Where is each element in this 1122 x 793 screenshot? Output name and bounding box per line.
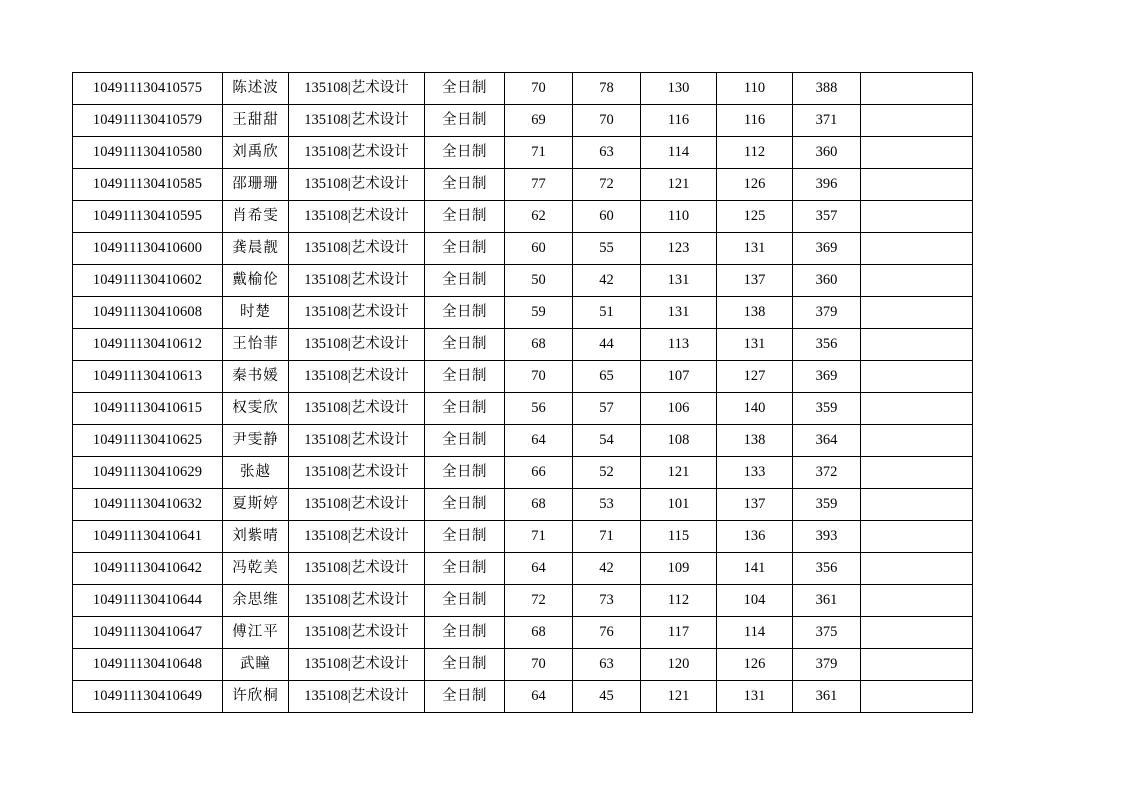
cell-score-2: 65: [573, 361, 641, 393]
cell-score-3: 130: [641, 73, 717, 105]
cell-score-1: 69: [505, 105, 573, 137]
cell-score-3: 106: [641, 393, 717, 425]
cell-name: 权雯欣: [223, 393, 289, 425]
cell-score-2: 73: [573, 585, 641, 617]
cell-score-4: 126: [717, 649, 793, 681]
cell-candidate-id: 104911130410595: [73, 201, 223, 233]
cell-remark: [861, 585, 973, 617]
cell-candidate-id: 104911130410642: [73, 553, 223, 585]
cell-name: 傅江平: [223, 617, 289, 649]
cell-score-2: 52: [573, 457, 641, 489]
table-row: [73, 521, 973, 553]
cell-score-2: 60: [573, 201, 641, 233]
cell-candidate-id: 104911130410612: [73, 329, 223, 361]
cell-score-3: 107: [641, 361, 717, 393]
cell-score-4: 110: [717, 73, 793, 105]
cell-study-type: 全日制: [425, 457, 505, 489]
cell-score-4: 104: [717, 585, 793, 617]
cell-score-1: 62: [505, 201, 573, 233]
table-row: [73, 425, 973, 457]
cell-study-type: 全日制: [425, 425, 505, 457]
cell-score-1: 70: [505, 649, 573, 681]
cell-candidate-id: 104911130410644: [73, 585, 223, 617]
table-row: [73, 329, 973, 361]
cell-major: 135108|艺术设计: [289, 617, 425, 649]
cell-remark: [861, 521, 973, 553]
cell-score-2: 55: [573, 233, 641, 265]
cell-major: 135108|艺术设计: [289, 585, 425, 617]
table-row: [73, 265, 973, 297]
cell-score-3: 108: [641, 425, 717, 457]
cell-total: 369: [793, 233, 861, 265]
cell-score-1: 71: [505, 521, 573, 553]
cell-candidate-id: 104911130410632: [73, 489, 223, 521]
cell-name: 王甜甜: [223, 105, 289, 137]
cell-score-2: 70: [573, 105, 641, 137]
cell-score-4: 137: [717, 489, 793, 521]
cell-study-type: 全日制: [425, 297, 505, 329]
cell-score-2: 53: [573, 489, 641, 521]
score-table: [72, 72, 973, 713]
cell-score-4: 138: [717, 425, 793, 457]
cell-score-3: 121: [641, 457, 717, 489]
cell-study-type: 全日制: [425, 681, 505, 713]
table-row: [73, 489, 973, 521]
cell-major: 135108|艺术设计: [289, 553, 425, 585]
cell-total: 361: [793, 681, 861, 713]
table-row: [73, 137, 973, 169]
cell-candidate-id: 104911130410647: [73, 617, 223, 649]
document-page: [72, 72, 972, 713]
cell-score-4: 131: [717, 233, 793, 265]
cell-score-4: 127: [717, 361, 793, 393]
cell-score-1: 59: [505, 297, 573, 329]
cell-score-2: 76: [573, 617, 641, 649]
cell-study-type: 全日制: [425, 521, 505, 553]
cell-remark: [861, 649, 973, 681]
cell-score-4: 141: [717, 553, 793, 585]
cell-total: 361: [793, 585, 861, 617]
cell-major: 135108|艺术设计: [289, 681, 425, 713]
cell-study-type: 全日制: [425, 361, 505, 393]
table-row: [73, 393, 973, 425]
cell-study-type: 全日制: [425, 105, 505, 137]
cell-score-2: 72: [573, 169, 641, 201]
cell-score-4: 137: [717, 265, 793, 297]
cell-remark: [861, 617, 973, 649]
cell-score-3: 110: [641, 201, 717, 233]
cell-remark: [861, 73, 973, 105]
cell-score-3: 121: [641, 169, 717, 201]
cell-remark: [861, 201, 973, 233]
cell-score-1: 56: [505, 393, 573, 425]
table-row: [73, 649, 973, 681]
cell-candidate-id: 104911130410575: [73, 73, 223, 105]
cell-name: 武瞳: [223, 649, 289, 681]
cell-score-4: 140: [717, 393, 793, 425]
cell-major: 135108|艺术设计: [289, 297, 425, 329]
cell-candidate-id: 104911130410649: [73, 681, 223, 713]
cell-study-type: 全日制: [425, 201, 505, 233]
cell-total: 379: [793, 297, 861, 329]
cell-total: 369: [793, 361, 861, 393]
cell-study-type: 全日制: [425, 553, 505, 585]
cell-major: 135108|艺术设计: [289, 201, 425, 233]
cell-study-type: 全日制: [425, 73, 505, 105]
cell-score-3: 123: [641, 233, 717, 265]
cell-score-2: 42: [573, 265, 641, 297]
cell-score-3: 131: [641, 265, 717, 297]
cell-score-1: 70: [505, 73, 573, 105]
cell-remark: [861, 393, 973, 425]
cell-major: 135108|艺术设计: [289, 425, 425, 457]
cell-score-4: 136: [717, 521, 793, 553]
cell-name: 夏斯婷: [223, 489, 289, 521]
cell-major: 135108|艺术设计: [289, 521, 425, 553]
cell-score-3: 117: [641, 617, 717, 649]
table-row: [73, 105, 973, 137]
cell-score-4: 131: [717, 681, 793, 713]
cell-name: 尹雯静: [223, 425, 289, 457]
cell-candidate-id: 104911130410580: [73, 137, 223, 169]
cell-study-type: 全日制: [425, 233, 505, 265]
cell-score-2: 45: [573, 681, 641, 713]
cell-score-1: 50: [505, 265, 573, 297]
cell-major: 135108|艺术设计: [289, 361, 425, 393]
cell-major: 135108|艺术设计: [289, 265, 425, 297]
cell-score-1: 68: [505, 617, 573, 649]
cell-candidate-id: 104911130410648: [73, 649, 223, 681]
cell-candidate-id: 104911130410641: [73, 521, 223, 553]
cell-name: 余思维: [223, 585, 289, 617]
cell-remark: [861, 105, 973, 137]
cell-total: 359: [793, 393, 861, 425]
cell-major: 135108|艺术设计: [289, 233, 425, 265]
cell-score-3: 121: [641, 681, 717, 713]
table-row: [73, 169, 973, 201]
cell-major: 135108|艺术设计: [289, 649, 425, 681]
cell-name: 戴榆伦: [223, 265, 289, 297]
table-row: [73, 681, 973, 713]
cell-remark: [861, 489, 973, 521]
cell-major: 135108|艺术设计: [289, 169, 425, 201]
cell-name: 张越: [223, 457, 289, 489]
cell-remark: [861, 169, 973, 201]
cell-score-1: 60: [505, 233, 573, 265]
cell-total: 379: [793, 649, 861, 681]
table-row: [73, 457, 973, 489]
cell-score-4: 138: [717, 297, 793, 329]
cell-name: 许欣桐: [223, 681, 289, 713]
cell-score-2: 57: [573, 393, 641, 425]
cell-study-type: 全日制: [425, 617, 505, 649]
cell-score-2: 78: [573, 73, 641, 105]
cell-score-1: 72: [505, 585, 573, 617]
cell-score-1: 66: [505, 457, 573, 489]
cell-remark: [861, 329, 973, 361]
cell-score-3: 109: [641, 553, 717, 585]
table-row: [73, 617, 973, 649]
cell-candidate-id: 104911130410613: [73, 361, 223, 393]
cell-total: 393: [793, 521, 861, 553]
cell-study-type: 全日制: [425, 649, 505, 681]
table-row: [73, 585, 973, 617]
cell-score-1: 71: [505, 137, 573, 169]
cell-score-3: 116: [641, 105, 717, 137]
cell-name: 冯乾美: [223, 553, 289, 585]
cell-total: 360: [793, 137, 861, 169]
cell-remark: [861, 457, 973, 489]
cell-candidate-id: 104911130410629: [73, 457, 223, 489]
cell-score-3: 120: [641, 649, 717, 681]
cell-score-1: 64: [505, 425, 573, 457]
cell-study-type: 全日制: [425, 265, 505, 297]
cell-score-4: 133: [717, 457, 793, 489]
cell-study-type: 全日制: [425, 585, 505, 617]
cell-major: 135108|艺术设计: [289, 393, 425, 425]
cell-total: 364: [793, 425, 861, 457]
cell-major: 135108|艺术设计: [289, 489, 425, 521]
cell-study-type: 全日制: [425, 393, 505, 425]
cell-major: 135108|艺术设计: [289, 105, 425, 137]
cell-score-1: 64: [505, 681, 573, 713]
cell-name: 肖希雯: [223, 201, 289, 233]
table-row: [73, 233, 973, 265]
cell-score-2: 42: [573, 553, 641, 585]
cell-score-1: 70: [505, 361, 573, 393]
cell-score-4: 116: [717, 105, 793, 137]
cell-score-3: 112: [641, 585, 717, 617]
cell-name: 邵珊珊: [223, 169, 289, 201]
cell-remark: [861, 361, 973, 393]
cell-study-type: 全日制: [425, 329, 505, 361]
cell-score-1: 68: [505, 489, 573, 521]
cell-score-3: 115: [641, 521, 717, 553]
cell-score-2: 51: [573, 297, 641, 329]
cell-total: 396: [793, 169, 861, 201]
cell-remark: [861, 681, 973, 713]
table-row: [73, 361, 973, 393]
cell-candidate-id: 104911130410602: [73, 265, 223, 297]
cell-score-4: 126: [717, 169, 793, 201]
table-row: [73, 201, 973, 233]
cell-total: 360: [793, 265, 861, 297]
cell-candidate-id: 104911130410625: [73, 425, 223, 457]
table-row: [73, 553, 973, 585]
cell-name: 龚晨靓: [223, 233, 289, 265]
cell-major: 135108|艺术设计: [289, 73, 425, 105]
cell-score-3: 113: [641, 329, 717, 361]
cell-total: 359: [793, 489, 861, 521]
table-row: [73, 297, 973, 329]
cell-score-1: 77: [505, 169, 573, 201]
score-table-body: [73, 73, 973, 713]
cell-candidate-id: 104911130410600: [73, 233, 223, 265]
cell-total: 388: [793, 73, 861, 105]
cell-remark: [861, 553, 973, 585]
cell-candidate-id: 104911130410615: [73, 393, 223, 425]
cell-score-4: 125: [717, 201, 793, 233]
cell-candidate-id: 104911130410579: [73, 105, 223, 137]
cell-name: 刘紫晴: [223, 521, 289, 553]
cell-candidate-id: 104911130410585: [73, 169, 223, 201]
cell-remark: [861, 265, 973, 297]
cell-name: 秦书媛: [223, 361, 289, 393]
cell-total: 375: [793, 617, 861, 649]
table-row: [73, 73, 973, 105]
cell-total: 357: [793, 201, 861, 233]
cell-study-type: 全日制: [425, 137, 505, 169]
cell-score-2: 63: [573, 137, 641, 169]
cell-remark: [861, 233, 973, 265]
cell-score-4: 112: [717, 137, 793, 169]
cell-total: 356: [793, 329, 861, 361]
cell-major: 135108|艺术设计: [289, 137, 425, 169]
cell-score-2: 44: [573, 329, 641, 361]
cell-remark: [861, 297, 973, 329]
cell-score-4: 131: [717, 329, 793, 361]
cell-major: 135108|艺术设计: [289, 329, 425, 361]
cell-score-3: 101: [641, 489, 717, 521]
cell-name: 王怡菲: [223, 329, 289, 361]
cell-score-2: 54: [573, 425, 641, 457]
cell-total: 356: [793, 553, 861, 585]
cell-study-type: 全日制: [425, 169, 505, 201]
cell-score-3: 114: [641, 137, 717, 169]
cell-score-3: 131: [641, 297, 717, 329]
cell-name: 刘禹欣: [223, 137, 289, 169]
cell-score-4: 114: [717, 617, 793, 649]
cell-name: 陈述波: [223, 73, 289, 105]
cell-candidate-id: 104911130410608: [73, 297, 223, 329]
cell-score-1: 68: [505, 329, 573, 361]
cell-study-type: 全日制: [425, 489, 505, 521]
cell-total: 371: [793, 105, 861, 137]
cell-remark: [861, 425, 973, 457]
cell-score-1: 64: [505, 553, 573, 585]
cell-name: 时楚: [223, 297, 289, 329]
cell-remark: [861, 137, 973, 169]
cell-score-2: 63: [573, 649, 641, 681]
cell-major: 135108|艺术设计: [289, 457, 425, 489]
cell-score-2: 71: [573, 521, 641, 553]
cell-total: 372: [793, 457, 861, 489]
